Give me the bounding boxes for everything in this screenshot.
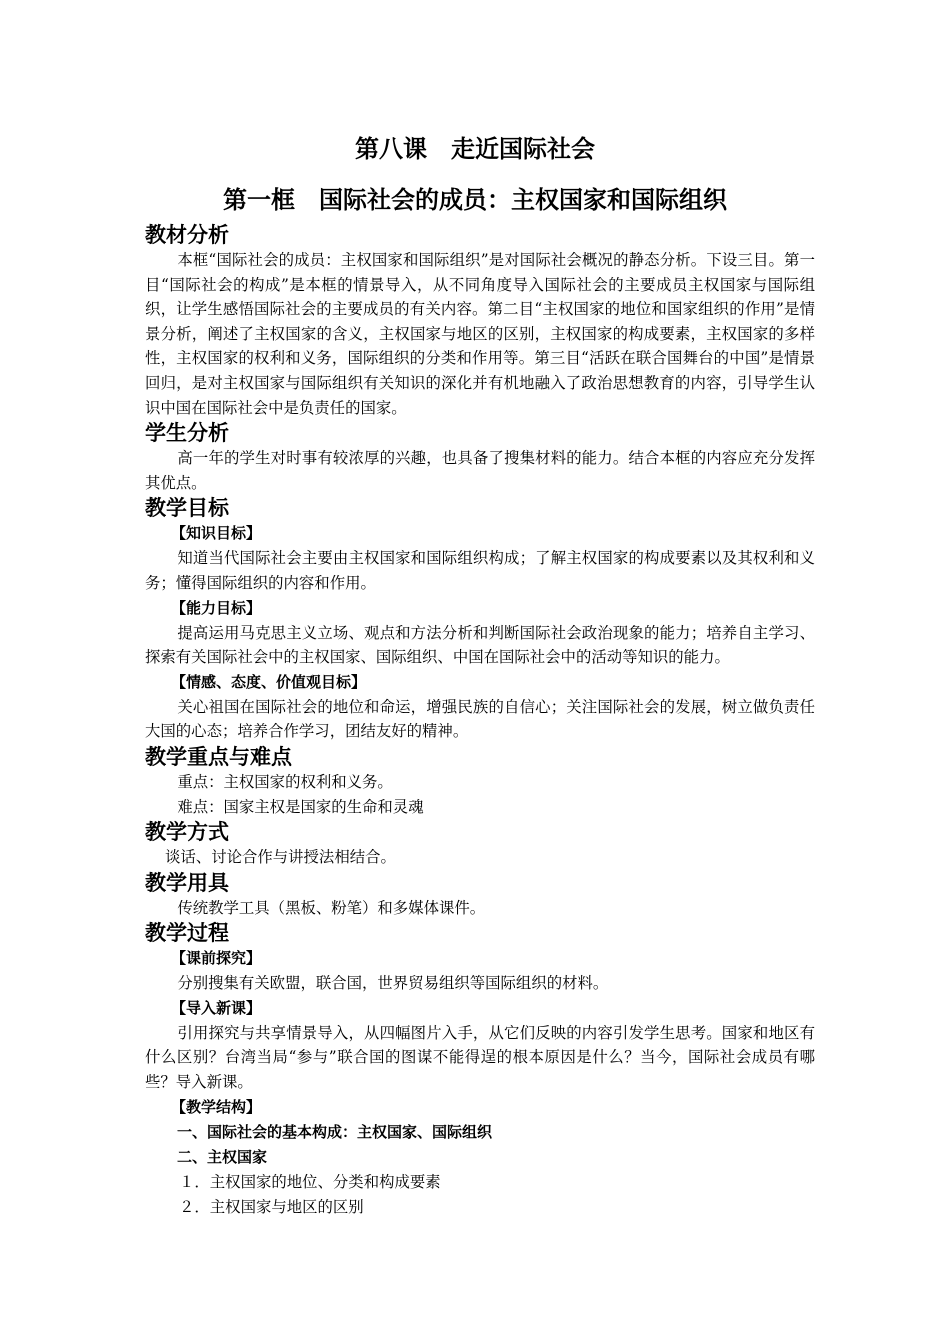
section-title: 第一框 国际社会的成员：主权国家和国际组织 [223, 186, 727, 214]
document-body [145, 222, 815, 1220]
label-knowledge-objective: 【知识目标】 [171, 524, 262, 543]
text-difficult-point: 难点：国家主权是国家的生命和灵魂 [177, 797, 424, 816]
label-pre-inquiry: 【课前探究】 [171, 949, 262, 968]
heading-student-analysis: 学生分析 [145, 421, 229, 446]
heading-textbook-analysis: 教材分析 [145, 223, 229, 247]
label-ability-objective: 【能力目标】 [171, 598, 262, 617]
lesson-title: 第八课 走近国际社会 [355, 135, 595, 163]
label-new-lesson-intro: 【导入新课】 [171, 998, 262, 1017]
label-emotion-objective: 【情感、态度、价值观目标】 [171, 672, 367, 691]
paragraph-knowledge-objective: 知道当代国际社会主要由主权国家和国际组织构成；了解主权国家的构成要素以及其权利和义务；懂得国际组织的内容和作用。 [145, 549, 815, 592]
list-item-2: ２．主权国家与地区的区别 [179, 1197, 364, 1216]
structure-item-2: 二、主权国家 [177, 1147, 268, 1166]
heading-tools: 教学用具 [145, 870, 229, 895]
paragraph-student-analysis: 高一年的学生对时事有较浓厚的兴趣，也具备了搜集材料的能力。结合本框的内容应充分发挥其优点。 [145, 449, 815, 492]
text-method: 谈话、讨论合作与讲授法相结合。 [165, 848, 396, 867]
text-pre-inquiry: 分别搜集有关欧盟，联合国，世界贸易组织等国际组织的材料。 [177, 974, 609, 993]
structure-item-1: 一、国际社会的基本构成：主权国家、国际组织 [177, 1122, 493, 1141]
text-new-lesson-intro: 引用探究与共享情景导入，从四幅图片入手，从它们反映的内容引发学生思考。国家和地区有什么区别？台湾当局“参与”联合国的图谋不能得逞的根本原因是什么？当今，国际社会成员有哪些？导入新课。 [145, 1023, 815, 1092]
paragraph-emotion-objective: 关心祖国在国际社会的地位和命运，增强民族的自信心；关注国际社会的发展，树立做负责任大国的心态；培养合作学习，团结友好的精神。 [145, 697, 815, 741]
label-teaching-structure: 【教学结构】 [171, 1097, 262, 1116]
heading-method: 教学方式 [145, 820, 229, 845]
paragraph-textbook-analysis: 本框“国际社会的成员：主权国家和国际组织”是对国际社会概况的静态分析。下设三目。第一目“国际社会的构成”是本框的情景导入，从不同角度导入国际社会的主要成员主权国家与国际组织，让学生感悟国际社会的主要成员的有关内容。第二目“主权国家的地位和国家组织的作用”是情景分析，阐述了主权国家的含义，主权国家与地区的区别，主权国家的构成要素，主权国家的多样性，主权国家的权利和义务，国际组织的分类和作用等。第三目“活跃在联合国舞台的中国”是情景回归，是对主权国家与国际组织有关知识的深化并有机地融入了政治思想教育的内容，引导学生认识中国在国际社会中是负责任的国家。 [145, 251, 815, 417]
text-key-point: 重点：主权国家的权利和义务。 [177, 772, 393, 791]
paragraph-ability-objective: 提高运用马克思主义立场、观点和方法分析和判断国际社会政治现象的能力；培养自主学习、探索有关国际社会中的主权国家、国际组织、中国在国际社会中的活动等知识的能力。 [145, 623, 815, 667]
text-tools: 传统教学工具（黑板、粉笔）和多媒体课件。 [177, 898, 486, 917]
heading-objectives: 教学目标 [145, 496, 229, 521]
heading-process: 教学过程 [145, 921, 229, 946]
list-item-1: １．主权国家的地位、分类和构成要素 [179, 1172, 441, 1191]
heading-key-points: 教学重点与难点 [145, 744, 292, 769]
